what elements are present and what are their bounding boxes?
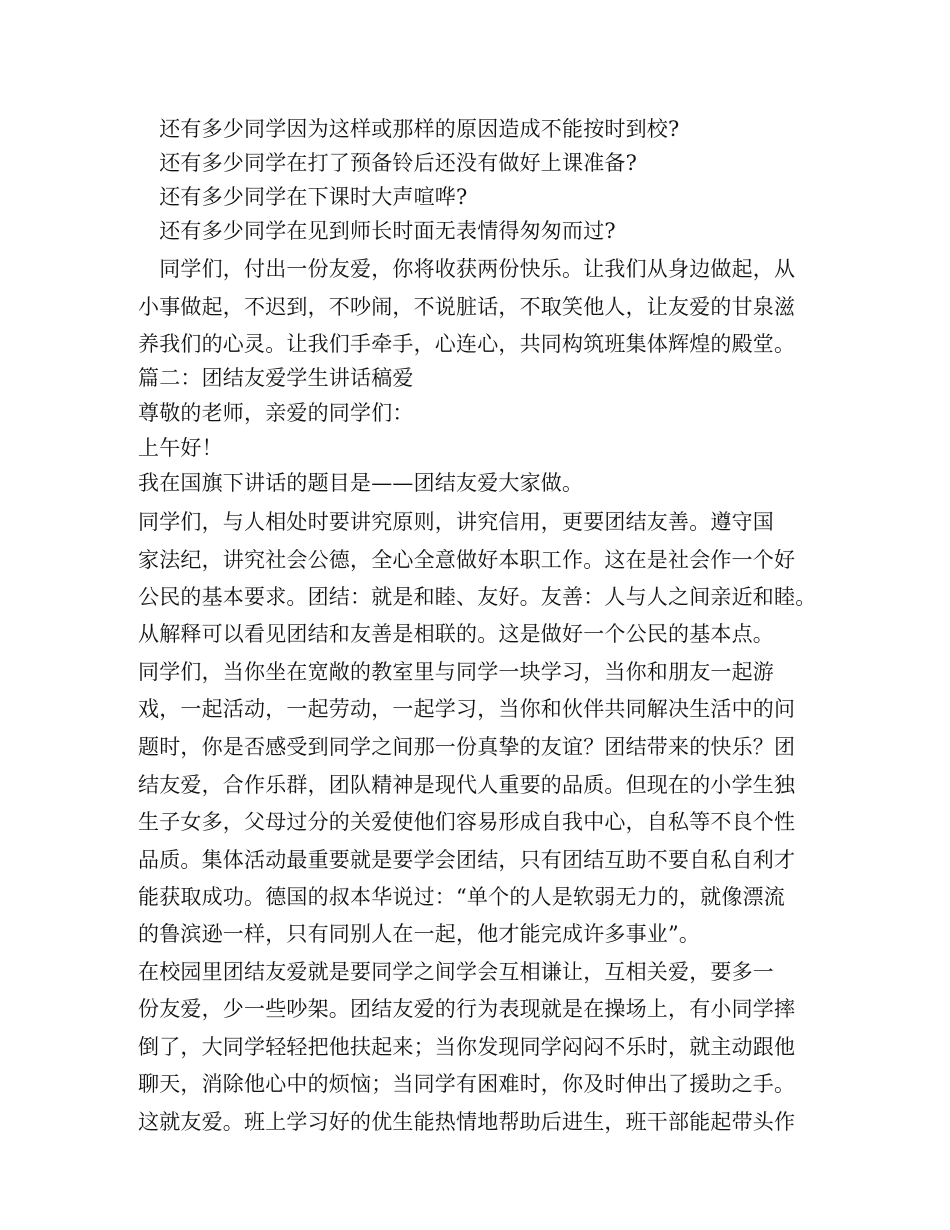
- text-line: 还有多少同学在打了预备铃后还没有做好上课准备?: [138, 151, 638, 175]
- text-line: 聊天，消除他心中的烦恼；当同学有困难时，你及时伸出了援助之手。: [138, 1072, 796, 1096]
- text-line: 的鲁滨逊一样，只有同别人在一起，他才能完成许多事业”。: [138, 922, 701, 946]
- section-heading: 篇二：团结友爱学生讲话稿爱: [138, 366, 414, 390]
- text-line: 还有多少同学因为这样或那样的原因造成不能按时到校?: [138, 117, 680, 141]
- text-line: 家法纪，讲究社会公德，全心全意做好本职工作。这在是社会作一个好: [138, 548, 796, 572]
- text-line: 还有多少同学在下课时大声喧哗?: [138, 185, 468, 209]
- text-line: 我在国旗下讲话的题目是——团结友爱大家做。: [138, 471, 584, 495]
- text-line: 在校园里团结友爱就是要同学之间学会互相谦让，互相关爱，要多一: [138, 960, 774, 984]
- text-line: 结友爱，合作乐群，团队精神是现代人重要的品质。但现在的小学生独: [138, 773, 796, 797]
- text-line: 倒了，大同学轻轻把他扶起来；当你发现同学闷闷不乐时，就主动跟他: [138, 1035, 796, 1059]
- text-line: 养我们的心灵。让我们手牵手，心连心，共同构筑班集体辉煌的殿堂。: [138, 332, 796, 356]
- text-line: 同学们，与人相处时要讲究原则，讲究信用，更要团结友善。遵守国: [138, 510, 774, 534]
- salutation: 尊敬的老师，亲爱的同学们：: [138, 401, 414, 425]
- text-line: 还有多少同学在见到师长时面无表情得匆匆而过?: [138, 219, 616, 243]
- greeting: 上午好！: [138, 436, 223, 460]
- text-line: 同学们，付出一份友爱，你将收获两份快乐。让我们从身边做起，从: [138, 257, 796, 281]
- text-line: 从解释可以看见团结和友善是相联的。这是做好一个公民的基本点。: [138, 622, 774, 646]
- text-line: 这就友爱。班上学习好的优生能热情地帮助后进生，班干部能起带头作: [138, 1110, 796, 1134]
- text-line: 小事做起，不迟到，不吵闹，不说脏话，不取笑他人，让友爱的甘泉滋: [138, 295, 796, 319]
- text-line: 戏，一起活动，一起劳动，一起学习，当你和伙伴共同解决生活中的问: [138, 697, 796, 721]
- text-line: 份友爱，少一些吵架。团结友爱的行为表现就是在操场上，有小同学摔: [138, 997, 796, 1021]
- text-line: 公民的基本要求。团结：就是和睦、友好。友善：人与人之间亲近和睦。: [138, 585, 817, 609]
- text-line: 同学们，当你坐在宽敞的教室里与同学一块学习，当你和朋友一起游: [138, 660, 774, 684]
- text-line: 品质。集体活动最重要就是要学会团结，只有团结互助不要自私自利才: [138, 848, 796, 872]
- text-line: 能获取成功。德国的叔本华说过：“单个的人是软弱无力的，就像漂流: [138, 885, 785, 909]
- text-line: 题时，你是否感受到同学之间那一份真挚的友谊？团结带来的快乐？团: [138, 735, 796, 759]
- text-line: 生子女多，父母过分的关爱使他们容易形成自我中心，自私等不良个性: [138, 810, 796, 834]
